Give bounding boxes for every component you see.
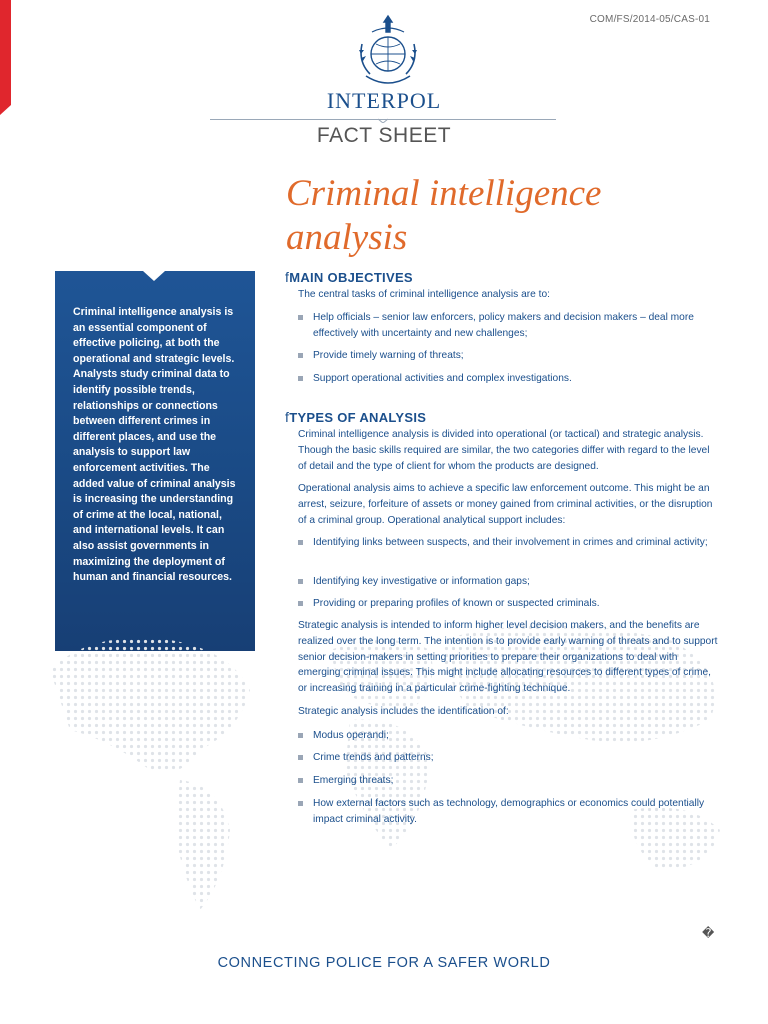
list-item: How external factors such as technology, demographics or economics could potentially impact criminal activity. xyxy=(298,796,718,828)
main-objectives-intro: The central tasks of criminal intelligence analysis are to: xyxy=(298,289,550,300)
list-item: Provide timely warning of threats; xyxy=(298,348,718,364)
interpol-emblem-icon xyxy=(352,14,424,90)
list-item: Emerging threats; xyxy=(298,773,718,789)
footer-tagline: CONNECTING POLICE FOR A SAFER WORLD xyxy=(217,955,551,971)
document-code: COM/FS/2014-05/CAS-01 xyxy=(589,14,710,25)
section-glyph: f xyxy=(285,409,290,425)
bullet-square-icon xyxy=(298,601,303,606)
main-objectives-heading xyxy=(285,269,413,285)
list-item: Support operational activities and complex investigations. xyxy=(298,371,718,387)
document-title: Criminal intelligence analysis xyxy=(286,173,602,258)
bullet-square-icon xyxy=(298,540,303,545)
bullet-square-icon xyxy=(298,315,303,320)
sidebar-notch xyxy=(143,271,165,281)
list-item: Identifying key investigative or information gaps; xyxy=(298,574,718,590)
types-para-1: Criminal intelligence analysis is divided into operational (or tactical) and strategic analysis. Though the basic skills required are similar, the two categories differ with regard to the level of detail and the type of client for whom the products are designed. xyxy=(298,429,710,472)
main-objectives-heading-text: MAIN OBJECTIVES xyxy=(289,270,413,285)
bullet-square-icon xyxy=(298,376,303,381)
sidebar-summary: Criminal intelligence analysis is an essential component of effective policing, at both the operational and strategic levels. Analysts study criminal data to identify possible trends, relationships or connections between different crimes in different places, and use the analysis to support law enforcement activities. The added value of criminal analysis is increasing the understanding of crime at the local, national, and international levels. It can also assist governments in maximizing the deployment of human and financial resources. xyxy=(73,306,236,584)
bullet-square-icon xyxy=(298,579,303,584)
rule-chevron xyxy=(378,115,388,123)
types-of-analysis-heading xyxy=(285,409,426,425)
section-glyph: f xyxy=(285,269,290,285)
interpol-wordmark: INTERPOL xyxy=(326,88,442,113)
list-item: Providing or preparing profiles of known or suspected criminals. xyxy=(298,596,718,612)
bullet-square-icon xyxy=(298,755,303,760)
list-item: Modus operandi; xyxy=(298,728,718,744)
bullet-square-icon xyxy=(298,733,303,738)
list-item: Identifying links between suspects, and their involvement in crimes and criminal activity; xyxy=(298,535,718,551)
list-item: Help officials – senior law enforcers, policy makers and decision makers – deal more effectively with uncertainty and new challenges; xyxy=(298,310,718,342)
types-para-2: Operational analysis aims to achieve a specific law enforcement outcome. This might be an arrest, seizure, forfeiture of assets or money gained from criminal activities, or the disruption of a criminal group. Operational analytical support includes: xyxy=(298,483,713,526)
replacement-char-glyph: � xyxy=(702,926,715,940)
fact-sheet-label: FACT SHEET xyxy=(316,124,452,147)
types-para-4: Strategic analysis includes the identification of: xyxy=(298,706,509,717)
bullet-square-icon xyxy=(298,353,303,358)
bullet-square-icon xyxy=(298,778,303,783)
types-para-3: Strategic analysis is intended to inform higher level decision makers, and the benefits are realized over the long term. The intention is to provide early warning of threats and to support senior decision-makers in setting priorities to prepare their organizations to deal with emerging criminal issues. This might include allocating resources to different types of crime, or increasing training in a particular crime-fighting technique. xyxy=(298,620,718,695)
types-of-analysis-heading-text: TYPES OF ANALYSIS xyxy=(289,410,427,425)
bullet-square-icon xyxy=(298,801,303,806)
list-item: Crime trends and patterns; xyxy=(298,750,718,766)
